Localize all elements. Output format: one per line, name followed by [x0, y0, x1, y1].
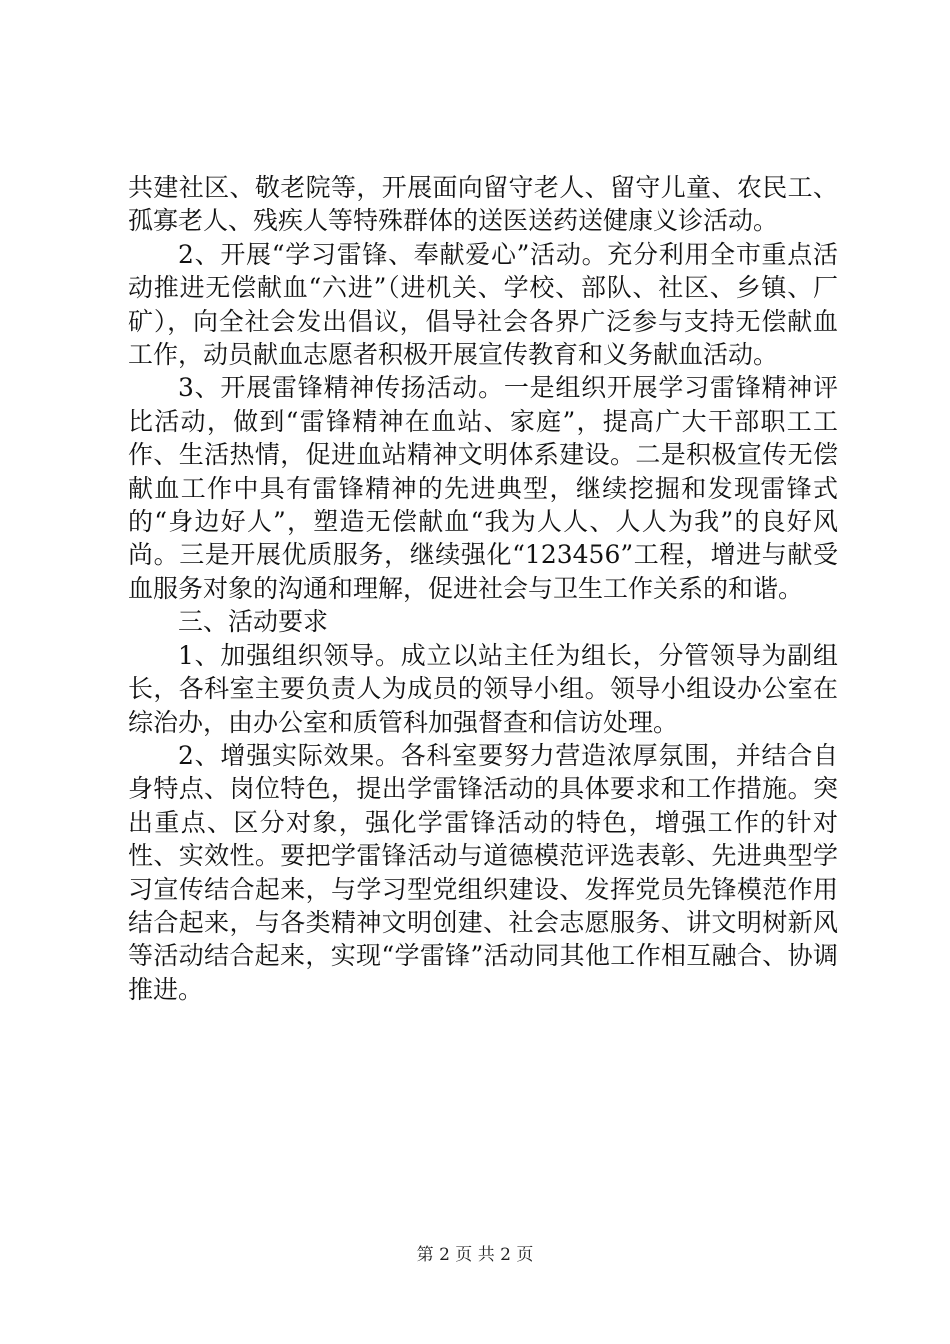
- paragraph-5: 1、加强组织领导。成立以站主任为组长，分管领导为副组长，各科室主要负责人为成员的领导小组。领导小组设办公室在综治办，由办公室和质管科加强督查和信访处理。: [128, 640, 838, 737]
- paragraph-1: 共建社区、敬老院等，开展面向留守老人、留守儿童、农民工、孤寡老人、残疾人等特殊群体的送医送药送健康义诊活动。: [128, 173, 838, 236]
- document-body: [128, 171, 838, 1006]
- paragraph-2: 2、开展“学习雷锋、奉献爱心”活动。充分利用全市重点活动推进无偿献血“六进”（进机关、学校、部队、社区、乡镇、厂矿），向全社会发出倡议，倡导社会各界广泛参与支持无偿献血工作，动员献血志愿者积极开展宣传教育和义务献血活动。: [128, 239, 838, 370]
- paragraph-3: 3、开展雷锋精神传扬活动。一是组织开展学习雷锋精神评比活动，做到“雷锋精神在血站、家庭”，提高广大干部职工工作、生活热情，促进血站精神文明体系建设。二是积极宣传无偿献血工作中具有雷锋精神的先进典型，继续挖掘和发现雷锋式的“身边好人”，塑造无偿献血“我为人人、人人为我”的良好风尚。三是开展优质服务，继续强化“123456”工程，增进与献受血服务对象的沟通和理解，促进社会与卫生工作关系的和谐。: [128, 373, 838, 603]
- paragraph-6: 2、增强实际效果。各科室要努力营造浓厚氛围，并结合自身特点、岗位特色，提出学雷锋活动的具体要求和工作措施。突出重点、区分对象，强化学雷锋活动的特色，增强工作的针对性、实效性。要把学雷锋活动与道德模范评选表彰、先进典型学习宣传结合起来，与学习型党组织建设、发挥党员先锋模范作用结合起来，与各类精神文明创建、社会志愿服务、讲文明树新风等活动结合起来，实现“学雷锋”活动同其他工作相互融合、协调推进。: [128, 740, 838, 1004]
- section-heading: 三、活动要求: [178, 607, 329, 637]
- page-footer: 第 2 页 共 2 页: [416, 1245, 534, 1265]
